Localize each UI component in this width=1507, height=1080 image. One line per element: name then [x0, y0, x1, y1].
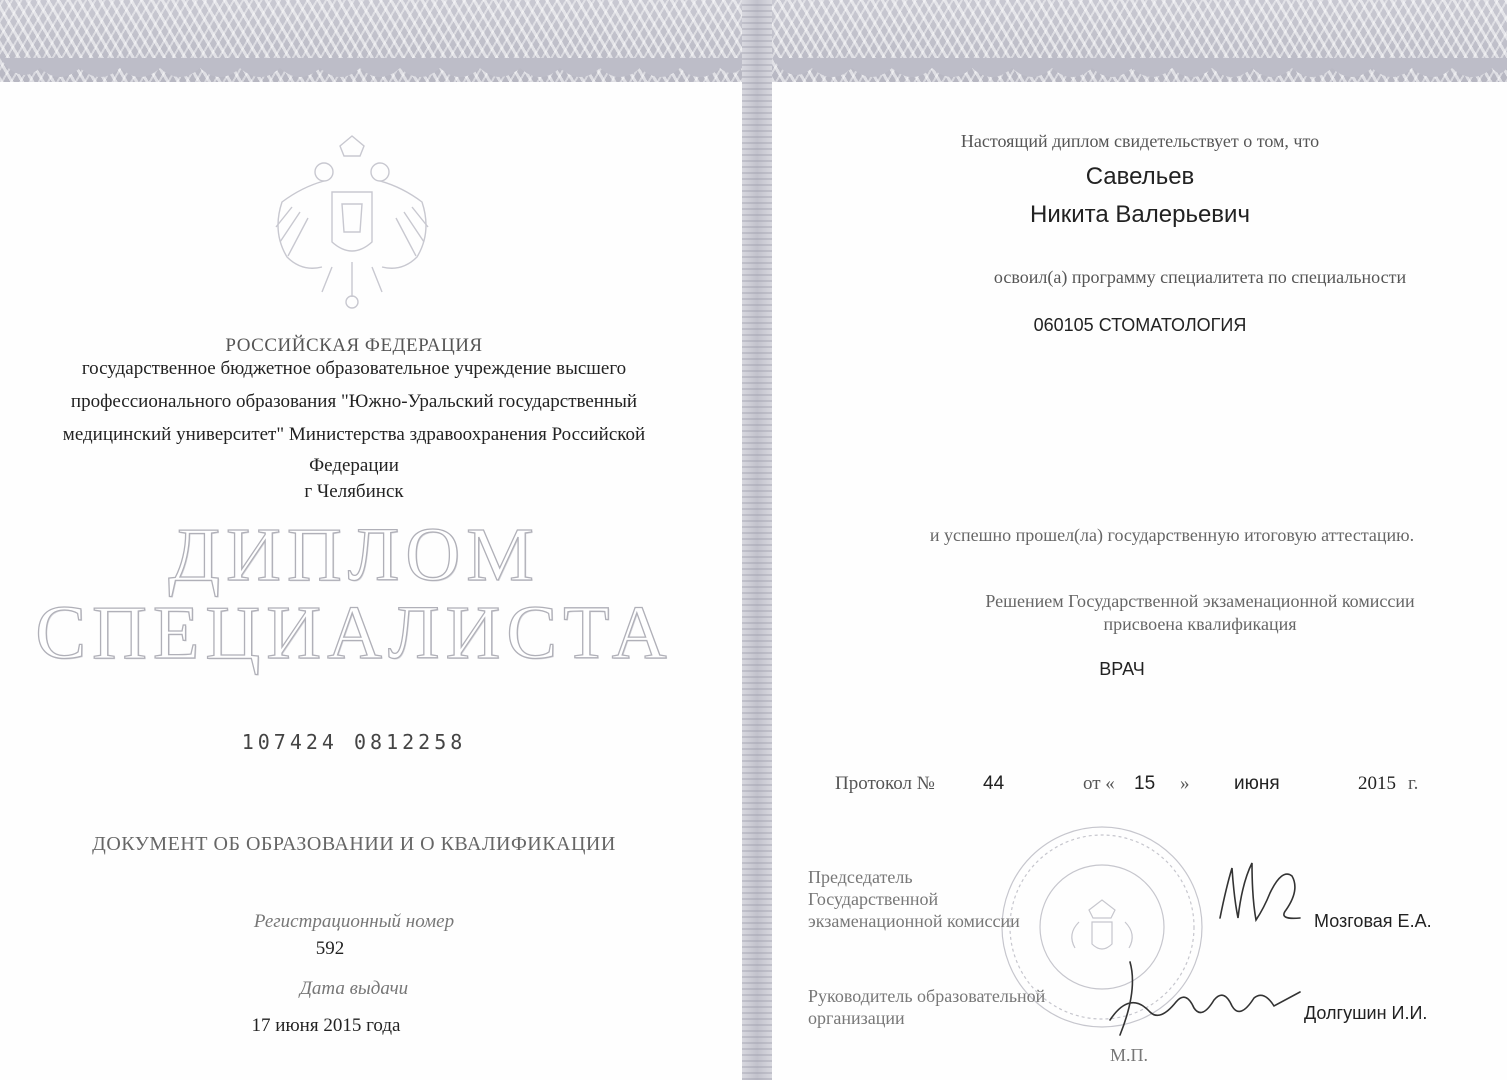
registration-number: 592	[315, 938, 345, 959]
protocol-number: 44	[983, 773, 1005, 794]
country-name: РОССИЙСКАЯ ФЕДЕРАЦИЯ	[225, 335, 483, 356]
head-label-line-2: организации	[808, 1008, 905, 1028]
stamp-place-mark: М.П.	[1110, 1045, 1149, 1065]
diploma-right-page	[772, 0, 1507, 1080]
issuer-line-4: Федерации	[309, 455, 399, 476]
chair-label-line-3: экзаменационной комиссии	[808, 911, 1020, 931]
attestation-text: и успешно прошел(ла) государственную итоговую аттестацию.	[929, 525, 1415, 545]
protocol-year: 2015	[1358, 773, 1396, 794]
graduate-given-names: Никита Валерьевич	[1030, 201, 1250, 228]
diploma-left-page	[0, 0, 742, 1080]
protocol-from-label: от «	[1083, 773, 1115, 794]
diploma-title-line-1: ДИПЛОМ	[168, 513, 540, 597]
issuer-line-3: медицинский университет" Министерства здравоохранения Российской	[62, 424, 646, 445]
booklet-spine	[742, 0, 772, 1080]
chair-signature	[1212, 848, 1307, 938]
issue-date-label: Дата выдачи	[299, 978, 409, 999]
protocol-label: Протокол №	[835, 773, 935, 794]
coat-of-arms-emblem	[262, 132, 442, 322]
protocol-close-quote: »	[1180, 773, 1190, 794]
protocol-year-suffix: г.	[1408, 773, 1419, 794]
guilloche-band-edge	[772, 58, 1507, 98]
program-text: освоил(а) программу специалитета по специальности	[993, 267, 1407, 287]
diploma-title-line-2: СПЕЦИАЛИСТА	[35, 591, 673, 675]
head-name: Долгушин И.И.	[1304, 1003, 1428, 1023]
head-label-line-1: Руководитель образовательной	[808, 986, 1046, 1006]
protocol-day: 15	[1134, 773, 1156, 794]
chair-label-line-1: Председатель	[808, 867, 913, 887]
chair-label-line-2: Государственной	[808, 889, 939, 909]
certifies-text: Настоящий диплом свидетельствует о том, что	[960, 131, 1320, 151]
guilloche-band-edge	[0, 58, 742, 98]
graduate-surname: Савельев	[1085, 163, 1195, 190]
registration-number-label: Регистрационный номер	[253, 911, 455, 932]
issuer-line-2: профессионального образования "Южно-Уральский государственный	[70, 391, 638, 412]
specialty: 060105 СТОМАТОЛОГИЯ	[1033, 315, 1247, 335]
city: г Челябинск	[304, 481, 404, 502]
document-type: ДОКУМЕНТ ОБ ОБРАЗОВАНИИ И О КВАЛИФИКАЦИИ	[92, 833, 616, 855]
issuer-line-1: государственное бюджетное образовательное учреждение высшего	[81, 358, 627, 379]
serial-number: 107424 0812258	[241, 730, 467, 754]
qualification: ВРАЧ	[1099, 659, 1145, 679]
head-signature	[1090, 950, 1310, 1050]
issue-date: 17 июня 2015 года	[251, 1015, 401, 1036]
decision-line-2: присвоена квалификация	[1103, 614, 1297, 634]
decision-line-1: Решением Государственной экзаменационной комиссии	[985, 591, 1415, 611]
protocol-month: июня	[1234, 773, 1280, 794]
chair-name: Мозговая Е.А.	[1314, 911, 1432, 931]
